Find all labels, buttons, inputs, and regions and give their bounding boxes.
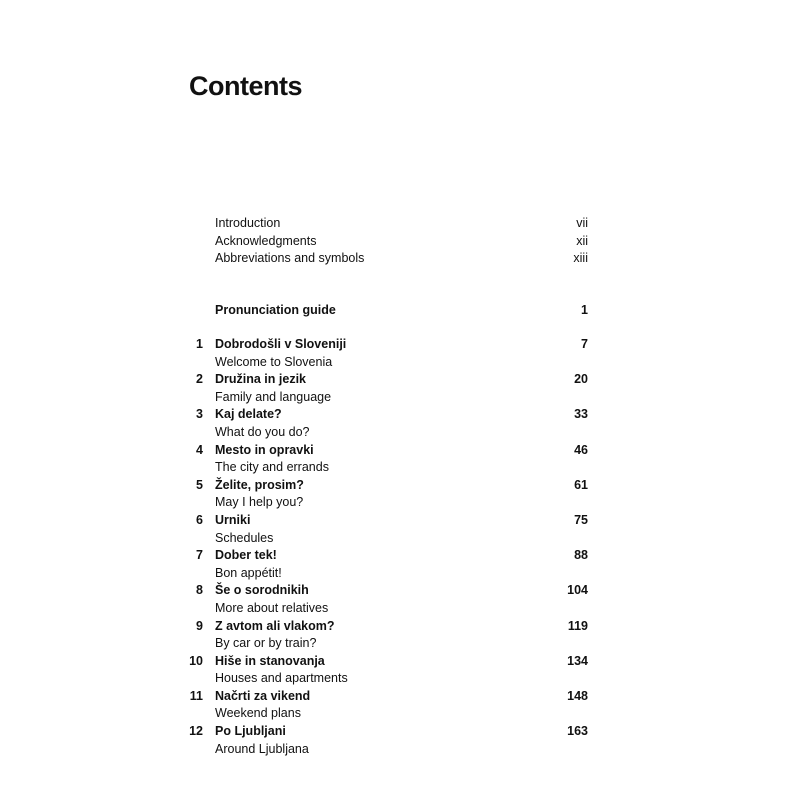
- chapter-entry-12[interactable]: [180, 723, 588, 758]
- chapter-subtitle: Schedules: [215, 530, 274, 545]
- chapter-entry-1[interactable]: [180, 336, 588, 371]
- chapter-title: Hiše in stanovanja: [215, 653, 325, 668]
- chapter-subtitle: The city and errands: [215, 460, 329, 475]
- chapter-number: 7: [196, 548, 203, 563]
- chapter-title: Kaj delate?: [215, 407, 282, 422]
- toc-entry-page: xii: [576, 233, 588, 248]
- toc-entry-introduction[interactable]: [215, 215, 588, 233]
- chapter-entry-11[interactable]: [180, 688, 588, 723]
- chapter-subtitle: Welcome to Slovenia: [215, 354, 333, 369]
- chapter-title: Po Ljubljani: [215, 724, 286, 739]
- chapter-title: Želite, prosim?: [215, 477, 304, 492]
- toc-entry-label: Introduction: [215, 216, 281, 230]
- chapter-subtitle: By car or by train?: [215, 636, 317, 651]
- chapter-page: 134: [567, 653, 588, 668]
- chapter-subtitle: Around Ljubljana: [215, 741, 309, 756]
- chapter-entry-7[interactable]: [180, 547, 588, 582]
- chapter-title: Z avtom ali vlakom?: [215, 618, 335, 633]
- chapter-entry-5[interactable]: [180, 477, 588, 512]
- toc-entry-abbreviations[interactable]: [215, 250, 588, 268]
- toc-entry-pronunciation-guide[interactable]: [215, 302, 588, 319]
- chapter-entry-8[interactable]: [180, 582, 588, 617]
- chapter-page: 7: [581, 337, 588, 351]
- chapter-page: 75: [574, 512, 588, 527]
- chapter-page: 88: [574, 548, 588, 563]
- chapter-title: Urniki: [215, 512, 251, 527]
- chapter-page: 46: [574, 442, 588, 457]
- toc-entry-page: xiii: [573, 251, 588, 265]
- chapter-subtitle: Weekend plans: [215, 706, 301, 721]
- chapter-number: 5: [196, 477, 203, 492]
- toc-entry-page: 1: [581, 303, 588, 317]
- chapter-list: [180, 336, 588, 758]
- chapter-entry-9[interactable]: [180, 618, 588, 653]
- chapter-page: 119: [567, 618, 588, 633]
- chapter-subtitle: Family and language: [215, 389, 332, 404]
- chapter-page: 163: [567, 724, 588, 739]
- chapter-number: 10: [189, 653, 203, 668]
- chapter-number: 12: [189, 724, 203, 739]
- chapter-number: 2: [196, 372, 203, 387]
- chapter-number: 6: [196, 512, 203, 527]
- chapter-subtitle: Bon appétit!: [215, 565, 282, 580]
- chapter-entry-3[interactable]: [180, 406, 588, 441]
- chapter-subtitle: More about relatives: [215, 600, 329, 615]
- chapter-page: 148: [567, 688, 588, 703]
- front-matter-list: [215, 215, 588, 268]
- chapter-title: Dober tek!: [215, 548, 277, 563]
- page-title: Contents: [189, 71, 302, 101]
- chapter-number: 9: [196, 618, 203, 633]
- chapter-number: 4: [196, 442, 203, 457]
- toc-entry-label: Abbreviations and symbols: [215, 251, 365, 265]
- chapter-title: Mesto in opravki: [215, 442, 314, 457]
- chapter-page: 104: [567, 583, 588, 598]
- toc-entry-label: Pronunciation guide: [215, 303, 336, 317]
- toc-entry-label: Acknowledgments: [215, 233, 317, 248]
- chapter-title: Še o sorodnikih: [215, 583, 309, 598]
- chapter-subtitle: What do you do?: [215, 424, 310, 439]
- chapter-page: 33: [574, 407, 588, 422]
- chapter-number: 3: [196, 407, 203, 422]
- chapter-page: 20: [574, 372, 588, 387]
- toc-entry-page: vii: [576, 216, 588, 230]
- chapter-page: 61: [574, 477, 588, 492]
- toc-entry-acknowledgments[interactable]: [215, 233, 588, 251]
- chapter-subtitle: May I help you?: [215, 495, 304, 510]
- chapter-title: Dobrodošli v Sloveniji: [215, 337, 347, 351]
- chapter-subtitle: Houses and apartments: [215, 671, 348, 686]
- chapter-number: 11: [189, 688, 203, 703]
- chapter-entry-6[interactable]: [180, 512, 588, 547]
- chapter-title: Družina in jezik: [215, 372, 306, 387]
- chapter-number: 8: [196, 583, 203, 598]
- chapter-entry-10[interactable]: [180, 653, 588, 688]
- chapter-entry-2[interactable]: [180, 371, 588, 406]
- chapter-entry-4[interactable]: [180, 442, 588, 477]
- chapter-number: 1: [196, 337, 203, 351]
- chapter-title: Načrti za vikend: [215, 688, 311, 703]
